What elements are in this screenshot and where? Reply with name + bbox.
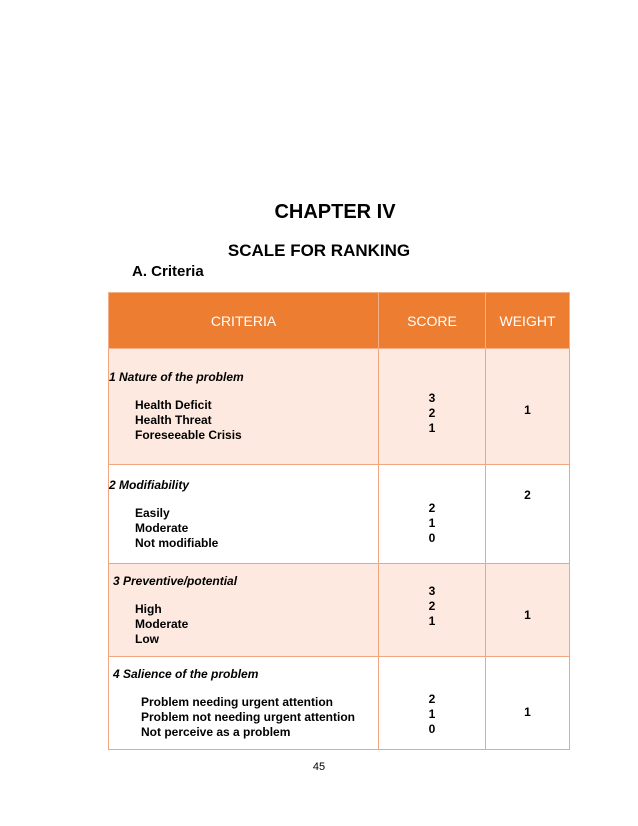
weight-cell: [486, 657, 570, 750]
page-subtitle: SCALE FOR RANKING: [227, 241, 411, 260]
criteria-option: Low: [135, 631, 159, 646]
weight-cell: [486, 564, 570, 657]
criteria-table: [108, 292, 570, 750]
score-value: 2: [428, 691, 436, 706]
criteria-option: Easily: [135, 505, 170, 520]
score-value: 1: [428, 706, 436, 721]
criteria-option: Problem needing urgent attention: [141, 694, 334, 709]
criteria-cell: [109, 564, 379, 657]
header-score: SCORE: [379, 293, 486, 349]
score-value: 2: [428, 406, 436, 420]
section-label: A. Criteria: [132, 263, 204, 280]
score-value: 3: [428, 391, 436, 405]
criteria-title: 3 Preventive/potential: [113, 573, 238, 588]
criteria-cell: [109, 349, 379, 465]
weight-cell: [486, 465, 570, 564]
score-value: 1: [428, 613, 436, 628]
table-row: [109, 657, 570, 750]
header-criteria: CRITERIA: [109, 293, 379, 349]
criteria-cell: [109, 465, 379, 564]
weight-value: 1: [524, 705, 531, 719]
table-header-row: [109, 293, 570, 349]
criteria-option: Problem not needing urgent attention: [141, 709, 355, 724]
score-value: 2: [428, 598, 436, 613]
table-row: [109, 465, 570, 564]
score-value: 1: [428, 421, 436, 435]
criteria-option: Health Deficit: [135, 398, 212, 412]
weight-cell: [486, 349, 570, 465]
score-cell: [379, 465, 486, 564]
criteria-option: High: [135, 601, 162, 616]
score-cell: [379, 349, 486, 465]
chapter-title: CHAPTER IV: [274, 201, 396, 223]
criteria-title: 1 Nature of the problem: [109, 370, 244, 384]
criteria-title: 2 Modifiability: [109, 477, 190, 492]
header-weight: WEIGHT: [486, 293, 570, 349]
weight-value: 2: [524, 488, 531, 502]
page-number: 45: [312, 761, 326, 773]
criteria-option: Moderate: [135, 520, 189, 535]
weight-value: 1: [524, 402, 531, 417]
weight-value: 1: [524, 608, 531, 622]
score-cell: [379, 564, 486, 657]
criteria-option: Foreseeable Crisis: [135, 428, 242, 442]
criteria-option: Health Threat: [135, 413, 212, 427]
score-value: 1: [428, 515, 436, 530]
score-value: 2: [428, 500, 436, 515]
score-value: 0: [428, 721, 436, 736]
table-row: [109, 564, 570, 657]
criteria-title: 4 Salience of the problem: [113, 666, 259, 681]
score-cell: [379, 657, 486, 750]
criteria-option: Not modifiable: [135, 535, 219, 550]
table-row: [109, 349, 570, 465]
criteria-option: Moderate: [135, 616, 189, 631]
criteria-cell: [109, 657, 379, 750]
criteria-option: Not perceive as a problem: [141, 724, 291, 739]
score-value: 3: [428, 583, 436, 598]
score-value: 0: [428, 530, 436, 545]
